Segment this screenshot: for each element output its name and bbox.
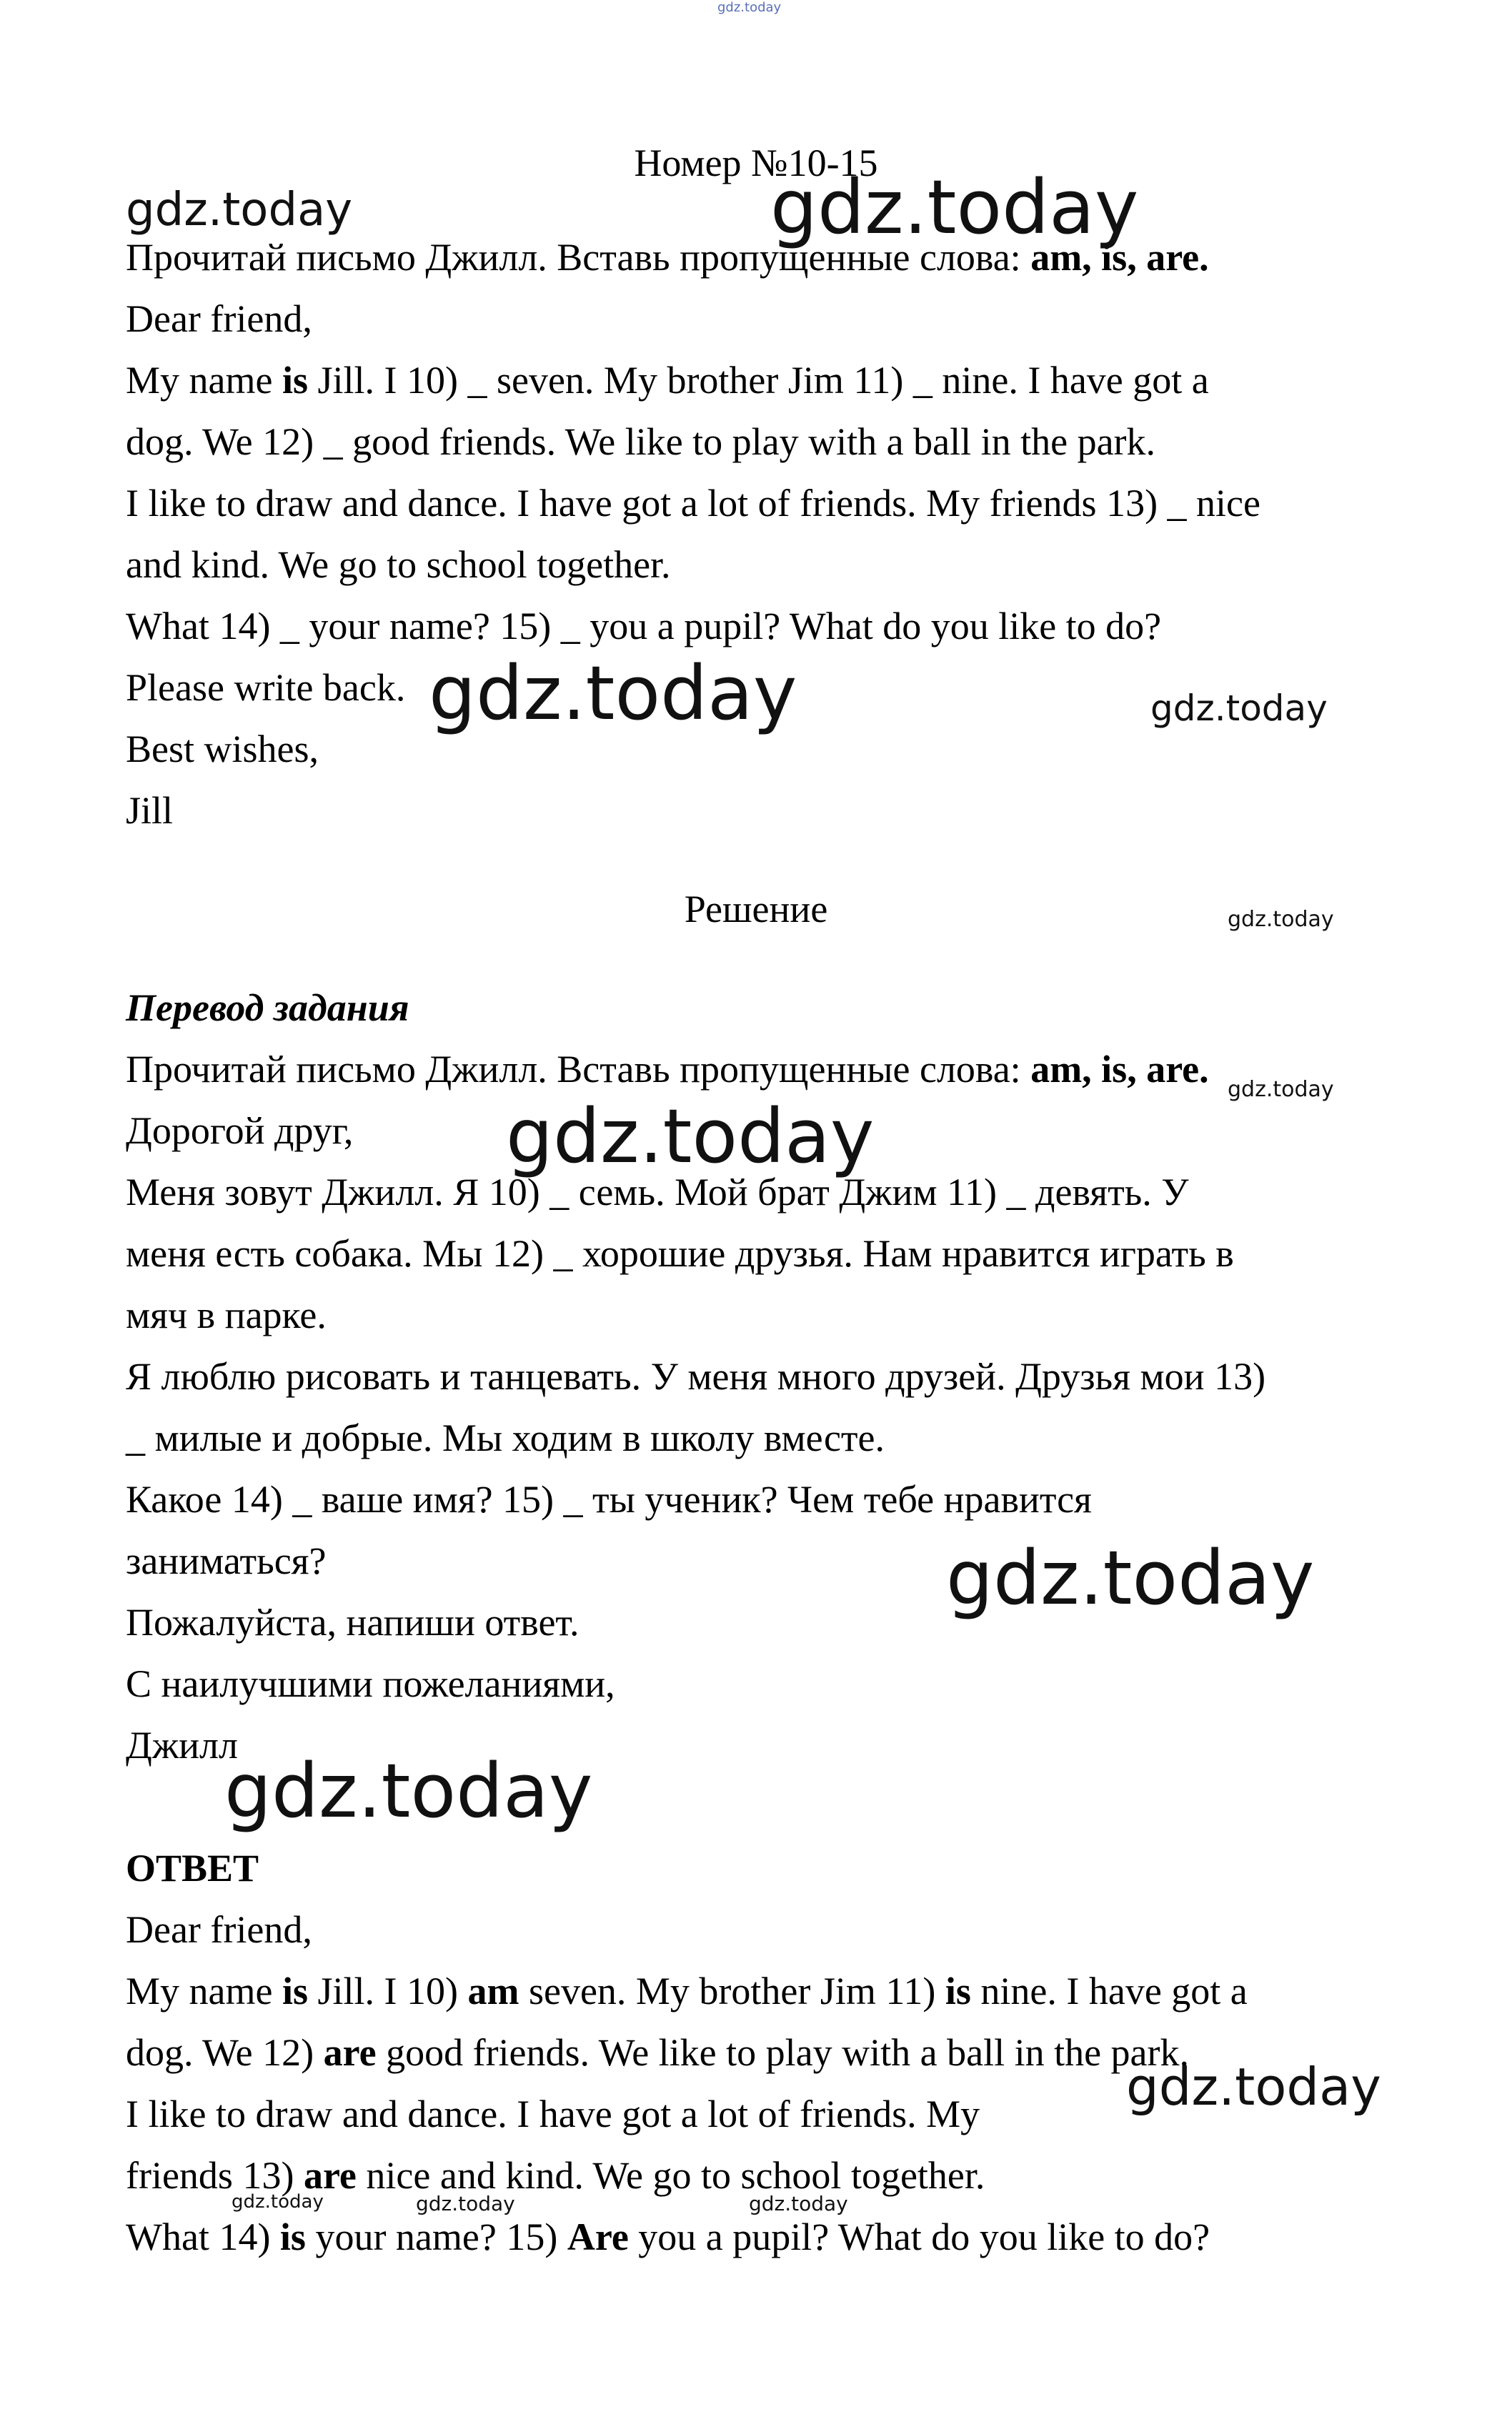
translation-greeting: Дорогой друг,	[126, 1109, 354, 1152]
answer-line-1-e: seven. My brother Jim 11)	[519, 1970, 945, 2012]
translation-signature: Джилл	[126, 1724, 238, 1767]
answer-line-5-d: Are	[567, 2215, 629, 2258]
letter-line-3: I like to draw and dance. I have got a lot of friends. My friends 13) _ nice	[126, 482, 1260, 525]
answer-line-1-g: nine. I have got a	[970, 1970, 1248, 2012]
answer-line-1-b: is	[282, 1970, 308, 2012]
translation-instruction	[126, 1046, 1209, 1092]
answer-line-2	[126, 2030, 1189, 2075]
watermark: gdz.today	[429, 650, 797, 737]
translation-line-3: мяч в парке.	[126, 1294, 327, 1336]
translation-line-9: С наилучшими пожеланиями,	[126, 1662, 615, 1705]
translation-line-1: Меня зовут Джилл. Я 10) _ семь. Мой брат Джим 11) _ девять. У	[126, 1171, 1189, 1214]
watermark: gdz.today	[1126, 2057, 1381, 2117]
answer-line-1-c: Jill. I 10)	[307, 1970, 468, 2012]
answer-line-1-f: is	[945, 1970, 971, 2012]
translation-instruction-words: am, is, are.	[1030, 1048, 1209, 1091]
letter-line-1-a: My name	[126, 359, 282, 402]
letter-line-4: and kind. We go to school together.	[126, 543, 671, 586]
translation-heading: Перевод задания	[126, 986, 409, 1029]
task-instruction-words: am, is, are.	[1030, 236, 1209, 279]
letter-line-1-bold: is	[282, 359, 308, 402]
letter-line-6: Please write back.	[126, 666, 406, 709]
answer-line-2-c: good friends. We like to play with a ball in the park.	[376, 2031, 1189, 2074]
watermark: gdz.today	[1228, 907, 1334, 932]
translation-line-8: Пожалуйста, напиши ответ.	[126, 1601, 580, 1644]
answer-line-2-b: are	[323, 2031, 377, 2074]
letter-signature: Jill	[126, 789, 174, 832]
letter-line-1-c: Jill. I 10) _ seven. My brother Jim 11) _ nine. I have got a	[307, 359, 1209, 402]
letter-line-5: What 14) _ your name? 15) _ you a pupil? What do you like to do?	[126, 605, 1162, 647]
solution-heading: Решение	[684, 888, 828, 930]
answer-line-2-a: dog. We 12)	[126, 2031, 324, 2074]
translation-line-5: _ милые и добрые. Мы ходим в школу вместе.	[126, 1416, 885, 1459]
translation-line-4: Я люблю рисовать и танцевать. У меня много друзей. Друзья мои 13)	[126, 1355, 1266, 1398]
translation-instruction-text: Прочитай письмо Джилл. Вставь пропущенные слова:	[126, 1048, 1021, 1091]
top-watermark: gdz.today	[717, 0, 782, 15]
answer-line-5	[126, 2214, 1210, 2260]
watermark: gdz.today	[1228, 1077, 1334, 1102]
answer-heading: ОТВЕТ	[126, 1847, 259, 1890]
watermark: gdz.today	[224, 1747, 593, 1835]
answer-line-5-c: your name? 15)	[305, 2215, 567, 2258]
answer-line-5-b: is	[279, 2215, 306, 2258]
answer-line-4-a: friends 13)	[126, 2154, 304, 2197]
watermark: gdz.today	[232, 2191, 324, 2213]
answer-line-4-b: are	[303, 2154, 357, 2197]
watermark: gdz.today	[946, 1534, 1315, 1622]
watermark: gdz.today	[416, 2192, 515, 2215]
page-title: Номер №10-15	[634, 142, 878, 184]
watermark: gdz.today	[506, 1093, 875, 1180]
answer-line-5-a: What 14)	[126, 2215, 280, 2258]
watermark: gdz.today	[770, 164, 1139, 251]
answer-line-3: I like to draw and dance. I have got a lot of friends. My	[126, 2093, 980, 2135]
answer-line-1	[126, 1968, 1248, 2014]
task-instruction-text: Прочитай письмо Джилл. Вставь пропущенные слова:	[126, 236, 1021, 279]
letter-line-7: Best wishes,	[126, 728, 319, 770]
watermark: gdz.today	[126, 184, 353, 237]
answer-line-5-e: you a pupil? What do you like to do?	[628, 2215, 1210, 2258]
letter-line-1	[126, 357, 1209, 403]
letter-greeting: Dear friend,	[126, 297, 312, 340]
translation-line-2: меня есть собака. Мы 12) _ хорошие друзья. Нам нравится играть в	[126, 1232, 1234, 1275]
answer-greeting: Dear friend,	[126, 1908, 312, 1951]
watermark: gdz.today	[1150, 688, 1328, 729]
translation-line-7: заниматься?	[126, 1539, 327, 1582]
answer-line-1-d: am	[467, 1970, 519, 2012]
answer-line-4-c: nice and kind. We go to school together.	[356, 2154, 985, 2197]
translation-line-6: Какое 14) _ ваше имя? 15) _ ты ученик? Чем тебе нравится	[126, 1478, 1092, 1521]
watermark: gdz.today	[749, 2192, 848, 2215]
answer-line-1-a: My name	[126, 1970, 282, 2012]
letter-line-2: dog. We 12) _ good friends. We like to play with a ball in the park.	[126, 420, 1156, 463]
